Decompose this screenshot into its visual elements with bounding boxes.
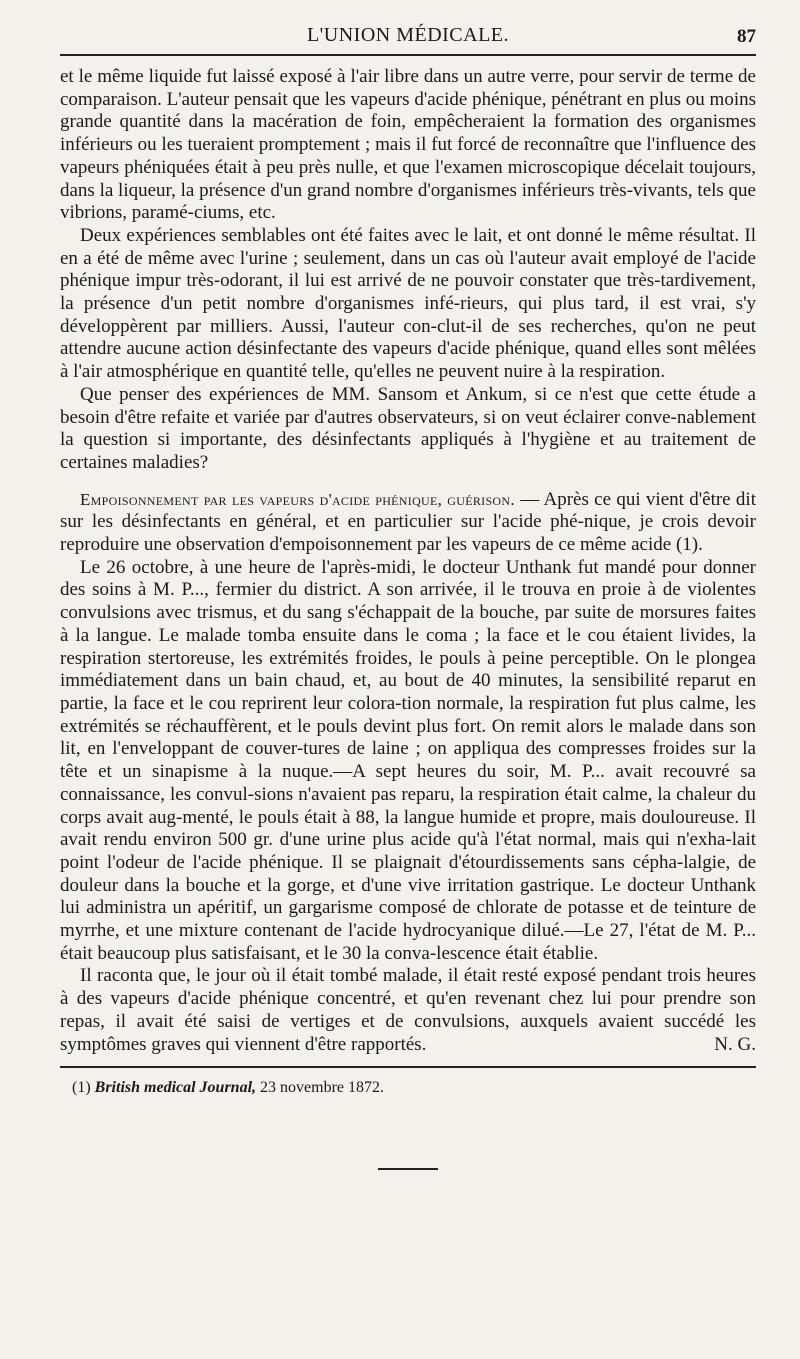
page-header [60, 0, 756, 54]
section-intro [60, 489, 756, 557]
page-number: 87 [737, 26, 756, 47]
section-heading: Empoisonnement par les vapeurs d'acide phénique, guérison. [80, 489, 515, 509]
section-gap [60, 475, 756, 489]
section-intro-text: — Après ce qui vient d'être dit sur les désinfectants en général, et en particulier sur l'acide phé-nique, je crois devoir reproduire une observation d'empoisonnement par les vapeurs de ce même acide (1). [60, 488, 756, 556]
footnote-marker: (1) [72, 1078, 91, 1096]
paragraph-closing [60, 965, 756, 1056]
paragraph-case-report: Le 26 octobre, à une heure de l'après-midi, le docteur Unthank fut mandé pour donner des soins à M. P..., fermier du district. A son arrivée, il le trouva en proie à de violentes convulsions avec trismus, et du sang s'échappait de la bouche, par suite de morsures faites à la langue. Le malade tomba ensuite dans le coma ; la face et le cou étaient livides, la respiration stertoreuse, les extrémités froides, le pouls à peine perceptible. On le plongea immédiatement dans un bain chaud, et, au bout de 40 minutes, la sensibilité reparut en partie, la face et le cou reprirent leur colora-tion normale, la respiration fut plus calme, les extrémités se réchauffèrent, et le pouls devint plus fort. On remit alors le malade dans son lit, en l'enveloppant de couver-tures de laine ; on appliqua des compresses froides sur la tête et un sinapisme à la nuque.—A sept heures du soir, M. P... avait recouvré sa connaissance, les convul-sions n'avaient pas reparu, la respiration était calme, la chaleur du corps avait aug-menté, le pouls était à 88, la langue humide et propre, mais douloureuse. Il avait rendu environ 500 gr. d'une urine plus acide qu'à l'état normal, mais qui n'exha-lait point l'odeur de l'acide phénique. Il se plaignait d'étourdissements sans cépha-lalgie, de douleur dans la bouche et la gorge, et d'une vive irritation gastrique. Le docteur Unthank lui administra un apéritif, un gargarisme composé de chlorate de potasse et de teinture de myrrhe, et une mixture contenant de l'acide hydrocyanique dilué.—Le 27, l'état de M. P... était beaucoup plus satisfaisant, et le 30 la conva-lescence était établie. [60, 556, 756, 964]
running-title: L'UNION MÉDICALE. [306, 24, 510, 46]
paragraph-experiments: Deux expériences semblables ont été faites avec le lait, et ont donné le même résultat. Il en a été de même avec l'urine ; seulement, dans un cas où l'auteur avait employé de l'acide phénique impur très-odorant, il lui est arrivé de ne pouvoir constater que très-tardivement, la présence d'un petit nombre d'organismes infé-rieurs, qui plus tard, il est vrai, s'y développèrent par milliers. Aussi, l'auteur con-clut-il de ses recherches, qu'on ne peut attendre aucune action désinfectante des vapeurs d'acide phénique, quand elles sont mêlées à l'air atmosphérique en quantité telle, qu'elles ne peuvent nuire à la respiration. [60, 224, 756, 383]
footnote [60, 1078, 756, 1098]
footnote-rule [60, 1066, 756, 1068]
closing-text: Il raconta que, le jour où il était tombé malade, il était resté exposé pendant trois heures à des vapeurs d'acide phénique concentré, et qu'en revenant chez lui pour prendre son repas, il avait été saisi de vertiges et de convulsions, auxquels avaient succédé les symptômes graves qui viennent d'être rapportés. [60, 965, 756, 1055]
end-ornament-rule [378, 1168, 438, 1170]
author-signature: N. G. [714, 1033, 756, 1055]
header-rule [60, 54, 756, 56]
footnote-date: 23 novembre 1872. [260, 1078, 385, 1096]
paragraph-question: Que penser des expériences de MM. Sansom et Ankum, si ce n'est que cette étude a besoin d'être refaite et variée par d'autres observateurs, si on veut éclairer conve-nablement la question si importante, des désinfectants appliqués à l'hygiène et au traitement de certaines maladies? [60, 383, 756, 473]
footnote-journal: British medical Journal, [94, 1078, 257, 1096]
paragraph-continuation: et le même liquide fut laissé exposé à l'air libre dans un autre verre, pour servir de terme de comparaison. L'auteur pensait que les vapeurs d'acide phénique, pénétrant en plus ou moins grande quantité dans la macération de foin, empêcheraient la formation des organismes inférieurs ou les tueraient promptement ; mais il fut forcé de reconnaître que l'influence des vapeurs phéniquées était à peu près nulle, et que l'examen microscopique décelait toujours, dans la liqueur, la présence d'un grand nombre d'organismes inférieurs très-vivants, tels que vibrions, paramé-ciums, etc. [60, 66, 756, 224]
